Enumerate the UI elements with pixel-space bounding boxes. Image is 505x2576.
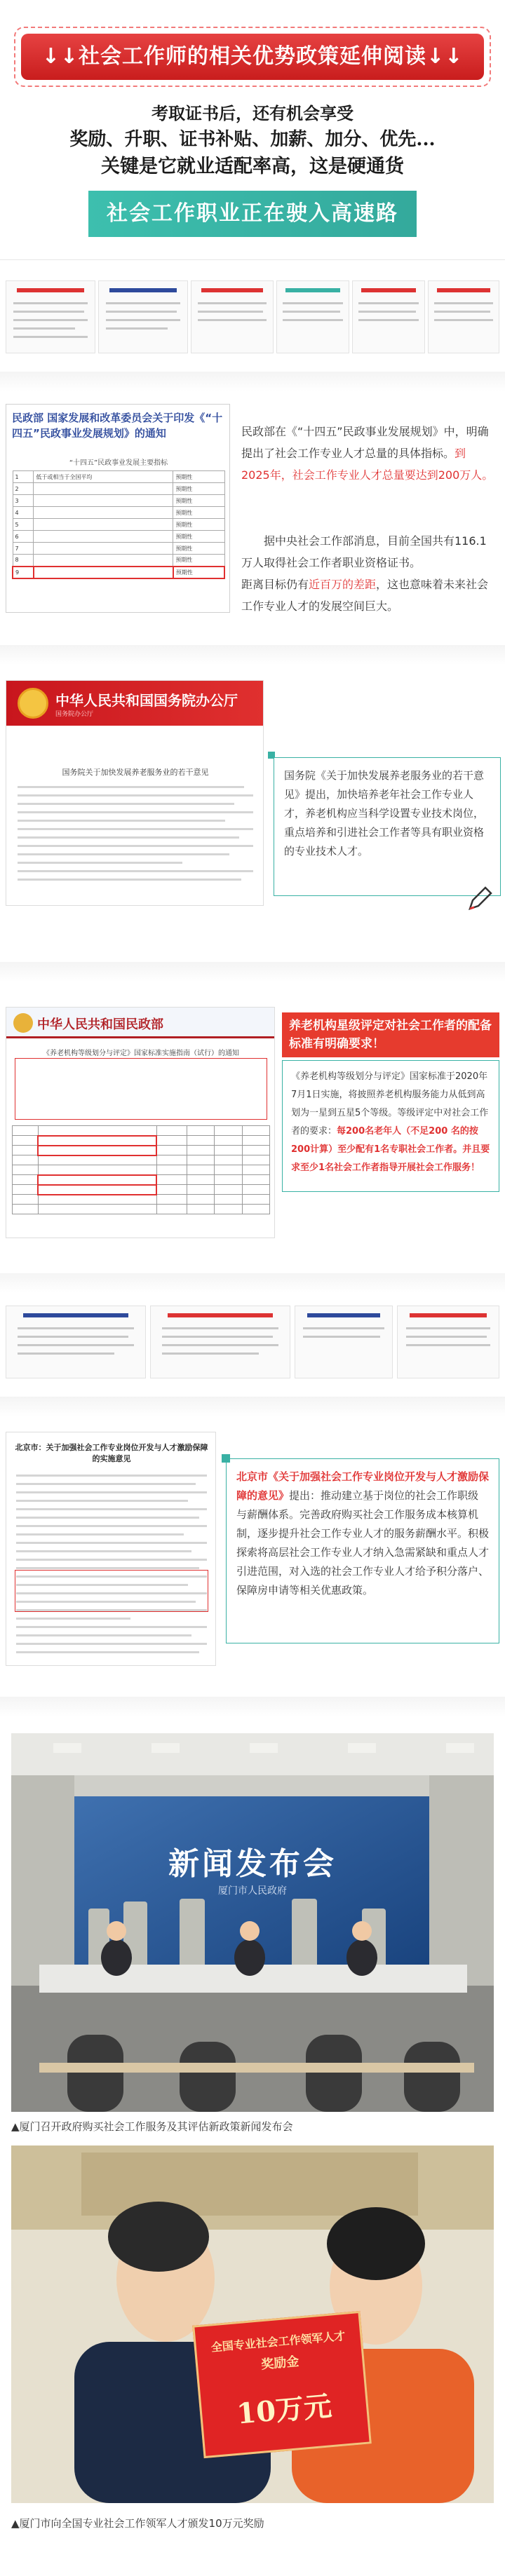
banner-title: ↓↓社会工作师的相关优势政策延伸阅读↓↓ (21, 34, 484, 80)
table-row-highlighted: 9 预期性 (13, 567, 224, 578)
table-row: 7 预期性 (13, 543, 224, 555)
doc-thumbnail (6, 280, 95, 353)
national-emblem-icon (13, 1013, 33, 1033)
doc-title: 国务院关于加快发展养老服务业的若干意见 (62, 768, 209, 777)
national-emblem-icon (18, 688, 48, 719)
policy-text-box: 北京市《关于加强社会工作专业岗位开发与人才激励保障的意见》提出：推动建立基于岗位的社会工作职级与薪酬体系。完善政府购买社会工作服务成本核算机制，逐步提升社会工作专业人才的服务薪酬水平。积极探索将高层社会工作专业人才纳入急需紧缺和重点人才引进范围，对入选的社会工作专业人才给予积分落户、保障房申请等相关优惠政策。 (226, 1458, 499, 1643)
section-divider (0, 1397, 505, 1416)
award-photo (11, 2145, 494, 2503)
doc-body-lines (18, 786, 253, 887)
table-row: 2 预期性 (13, 483, 224, 495)
section-divider (0, 645, 505, 665)
doc-title: 北京市：关于加强社会工作专业岗位开发与人才激励保障的实施意见 (15, 1443, 208, 1463)
state-council-document-image (6, 680, 264, 906)
doc-thumbnail (150, 1306, 290, 1378)
doc-body-lines (16, 1475, 207, 1660)
doc-title: 《养老机构等级划分与评定》国家标准实施指南（试行）的通知 (43, 1050, 239, 1057)
press-sign-title: 新闻发布会 (168, 1846, 337, 1882)
pen-icon (466, 885, 494, 913)
indicator-table (12, 470, 225, 579)
policy-text-box: 国务院《关于加快发展养老服务业的若干意见》提出，加快培养老年社会工作专业人才，养老机构应当科学设置专业技术岗位，重点培养和引进社会工作者等具有职业资格的专业技术人才。 (274, 757, 501, 896)
intro-line-2: 奖励、升职、证书补贴、加薪、加分、优先... (69, 129, 436, 150)
policy-paragraph-3: 距离目标仍有近百万的差距，这也意味着未来社会工作专业人才的发展空间巨大。 (241, 578, 489, 613)
doc-thumbnail (397, 1306, 499, 1378)
divider (0, 259, 505, 260)
section-divider (0, 1273, 505, 1293)
doc-thumbnail (191, 280, 274, 353)
doc-thumbnail-strip (6, 280, 499, 353)
doc-header: 中华人民共和国民政部 (6, 1008, 275, 1038)
photo-caption: ▲厦门召开政府购买社会工作服务及其评估新政策新闻发布会 (11, 2120, 293, 2133)
doc-thumbnail (352, 280, 425, 353)
doc-highlight-box (15, 1058, 267, 1120)
doc-table-caption: “十四五”民政事业发展主要指标 (69, 459, 168, 467)
section-divider (0, 962, 505, 982)
doc-thumbnail (276, 280, 349, 353)
doc-highlight-box (15, 1570, 208, 1612)
highlight-tag: 养老机构星级评定对社会工作者的配备标准有明确要求！ (282, 1012, 499, 1057)
section-divider (0, 372, 505, 391)
civil-affairs-document-image (6, 1007, 275, 1238)
policy-text-box: 《养老机构等级划分与评定》国家标准于2020年7月1日实施，将披照养老机构服务能力从低到高划为一星到五星5个等级。等级评定中对社会工作者的要求：每200名老年人（不足200 名的按200计算）至少配有1名专职社会工作者。并且要求至少1名社会工作者指导开展社会工作服务！ (282, 1060, 499, 1192)
doc-thumbnail (6, 1306, 146, 1378)
table-row: 8 预期性 (13, 555, 224, 567)
highway-title: 社会工作职业正在驶入高速路 (88, 191, 417, 237)
policy-paragraph-2: 据中央社会工作部消息，目前全国共有116.1万人取得社会工作者职业资格证书。 (241, 534, 487, 569)
section-divider (0, 1697, 505, 1716)
intro-line-3: 关键是它就业适配率高，这是硬通货 (101, 156, 404, 177)
table-row: 4 预期性 (13, 507, 224, 519)
award-board: 全国专业社会工作领军人才 奖励金 10万元 (192, 2311, 372, 2458)
photo-caption: ▲厦门市向全国专业社会工作领军人才颁发10万元奖励 (11, 2517, 264, 2530)
doc-thumbnail (428, 280, 499, 353)
beijing-policy-document-image (6, 1432, 216, 1666)
table-row: 6 预期性 (13, 531, 224, 543)
table-row: 1 低于或相当于全国平均 预期性 (13, 471, 224, 483)
doc-thumbnail (295, 1306, 393, 1378)
doc-thumbnail (98, 280, 188, 353)
intro-line-1: 考取证书后，还有机会享受 (152, 103, 354, 123)
doc-title: 民政部 国家发展和改革委员会关于印发《“十四五”民政事业发展规划》的通知 (12, 412, 223, 440)
doc-header: 中华人民共和国国务院办公厅 国务院办公厅 (6, 681, 264, 726)
press-sign-subtitle: 厦门市人民政府 (218, 1885, 287, 1897)
table-row: 3 预期性 (13, 495, 224, 507)
standard-table (12, 1125, 270, 1214)
press-conference-photo (11, 1733, 494, 2112)
table-row: 5 预期性 (13, 519, 224, 531)
policy-paragraph-1: 民政部在《“十四五”民政事业发展规划》中，明确提出了社会工作专业人才总量的具体指标。到2025年，社会工作专业人才总量要达到200万人。 (241, 425, 494, 482)
policy-document-image (6, 404, 230, 613)
doc-thumbnail-strip (6, 1306, 499, 1378)
